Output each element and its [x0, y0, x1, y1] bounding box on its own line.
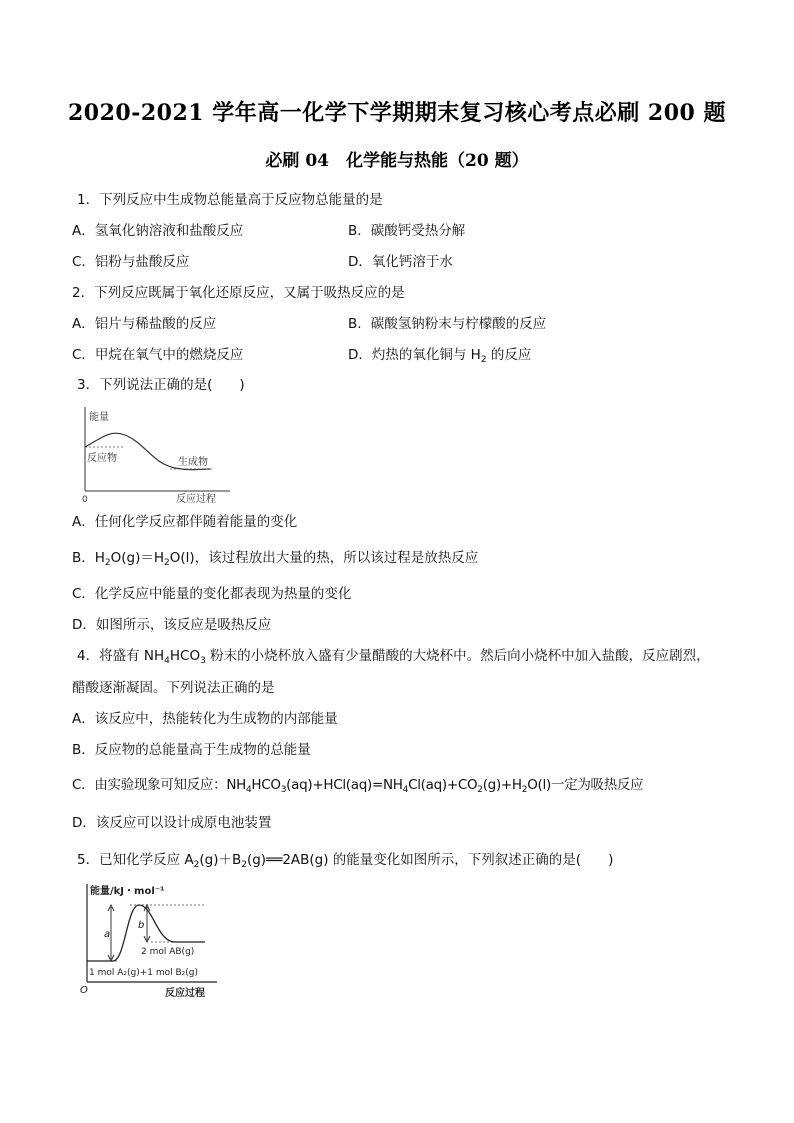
- q3-option-b-text: B．H: [72, 550, 105, 566]
- subscript: 2: [477, 785, 483, 795]
- q5-stem: [77, 851, 613, 874]
- q1-option-d: D．氧化钙溶于水: [348, 254, 453, 270]
- q4-option-c: [72, 776, 643, 799]
- subscript: 4: [402, 785, 409, 795]
- reactant-label: 1 mol A₂(g)+1 mol B₂(g): [89, 968, 199, 978]
- q4-stem-text: HCO: [169, 648, 201, 664]
- subscript: 2: [480, 355, 487, 365]
- y-axis-label: 能量: [89, 412, 109, 423]
- q5-energy-diagram: [75, 882, 225, 1002]
- subscript: 2: [164, 558, 170, 568]
- q4-option-a: A．该反应中，热能转化为生成物的内部能量: [72, 711, 338, 727]
- q3-option-b-text: O(g)＝H: [110, 550, 165, 566]
- q4-option-c-text: (g)+H: [482, 777, 522, 793]
- x-axis-label: 反应过程: [176, 494, 216, 505]
- q3-option-b-text: O(l)，该过程放出大量的热，所以该过程是放热反应: [169, 550, 479, 566]
- document-subtitle: 必刷 04 化学能与热能（20 题）: [265, 151, 529, 171]
- subscript: 2: [193, 860, 200, 870]
- subscript: 3: [200, 656, 206, 666]
- q2-stem: 2．下列反应既属于氧化还原反应，又属于吸热反应的是: [72, 285, 405, 301]
- q1-option-b: B．碳酸钙受热分解: [348, 223, 466, 239]
- q1-option-a: A．氢氧化钠溶液和盐酸反应: [72, 223, 244, 239]
- q4-option-c-text: (aq)+HCl(aq)=NH: [286, 777, 403, 793]
- q3-option-a: A．任何化学反应都伴随着能量的变化: [72, 514, 298, 530]
- q2-option-a: A．铝片与稀盐酸的反应: [72, 316, 217, 332]
- q4-option-d: D．该反应可以设计成原电池装置: [72, 815, 272, 831]
- subscript: 2: [521, 785, 528, 795]
- subscript: 3: [280, 785, 287, 795]
- label-b: b: [138, 920, 145, 931]
- q3-energy-diagram: [70, 405, 230, 505]
- product-label: 2 mol AB(g): [141, 947, 195, 957]
- q4-option-c-text: HCO: [251, 777, 281, 793]
- subscript: 2: [241, 860, 247, 870]
- q2-option-d-text-end: 的反应: [486, 347, 532, 363]
- origin-label: O: [80, 985, 88, 996]
- product-label: 生成物: [178, 457, 208, 468]
- label-a: a: [104, 929, 111, 940]
- q4-option-c-text: O(l)一定为吸热反应: [527, 777, 644, 793]
- q5-stem-text: 5．已知化学反应 A: [77, 852, 194, 868]
- q4-stem: [77, 647, 710, 670]
- q3-option-c: C．化学反应中能量的变化都表现为热量的变化: [72, 586, 352, 602]
- q4-option-c-text: C．由实验现象可知反应：NH: [72, 777, 246, 793]
- q3-option-d: D．如图所示，该反应是吸热反应: [72, 617, 272, 633]
- reactant-label: 反应物: [87, 453, 117, 464]
- x-axis-label: 反应过程: [165, 988, 205, 999]
- subscript: 4: [164, 656, 170, 666]
- q5-stem-text: (g)＋B: [199, 852, 242, 868]
- q1-option-c: C．铝粉与盐酸反应: [72, 254, 190, 270]
- subscript: 4: [245, 785, 252, 795]
- q4-stem-text: 4．将盛有 NH: [77, 648, 165, 664]
- q4-stem-line2: 醋酸逐渐凝固。下列说法正确的是: [72, 680, 275, 696]
- q2-option-d-text: D．灼热的氧化铜与 H: [348, 347, 481, 363]
- q2-option-b: B．碳酸氢钠粉末与柠檬酸的反应: [348, 316, 547, 332]
- q3-stem: 3．下列说法正确的是( ): [77, 377, 245, 393]
- q2-option-c: C．甲烷在氧气中的燃烧反应: [72, 347, 244, 363]
- q5-stem-text: (g)══2AB(g) 的能量变化如图所示，下列叙述正确的是( ): [246, 852, 614, 868]
- q4-stem-text: 粉末的小烧杯放入盛有少量醋酸的大烧杯中。然后向小烧杯中加入盐酸，反应剧烈，: [205, 648, 710, 664]
- y-axis-label: 能量/kJ・mol⁻¹: [90, 886, 165, 897]
- q4-option-c-text: Cl(aq)+CO: [408, 777, 478, 793]
- subscript: 2: [104, 558, 111, 568]
- q3-option-b: [72, 549, 478, 572]
- q2-option-d: [348, 346, 531, 369]
- q1-stem: 1．下列反应中生成物总能量高于反应物总能量的是: [77, 192, 383, 208]
- origin-label: 0: [82, 495, 88, 505]
- q4-option-b: B．反应物的总能量高于生成物的总能量: [72, 742, 311, 758]
- document-title: 2020-2021 学年高一化学下学期期末复习核心考点必刷 200 题: [68, 100, 726, 126]
